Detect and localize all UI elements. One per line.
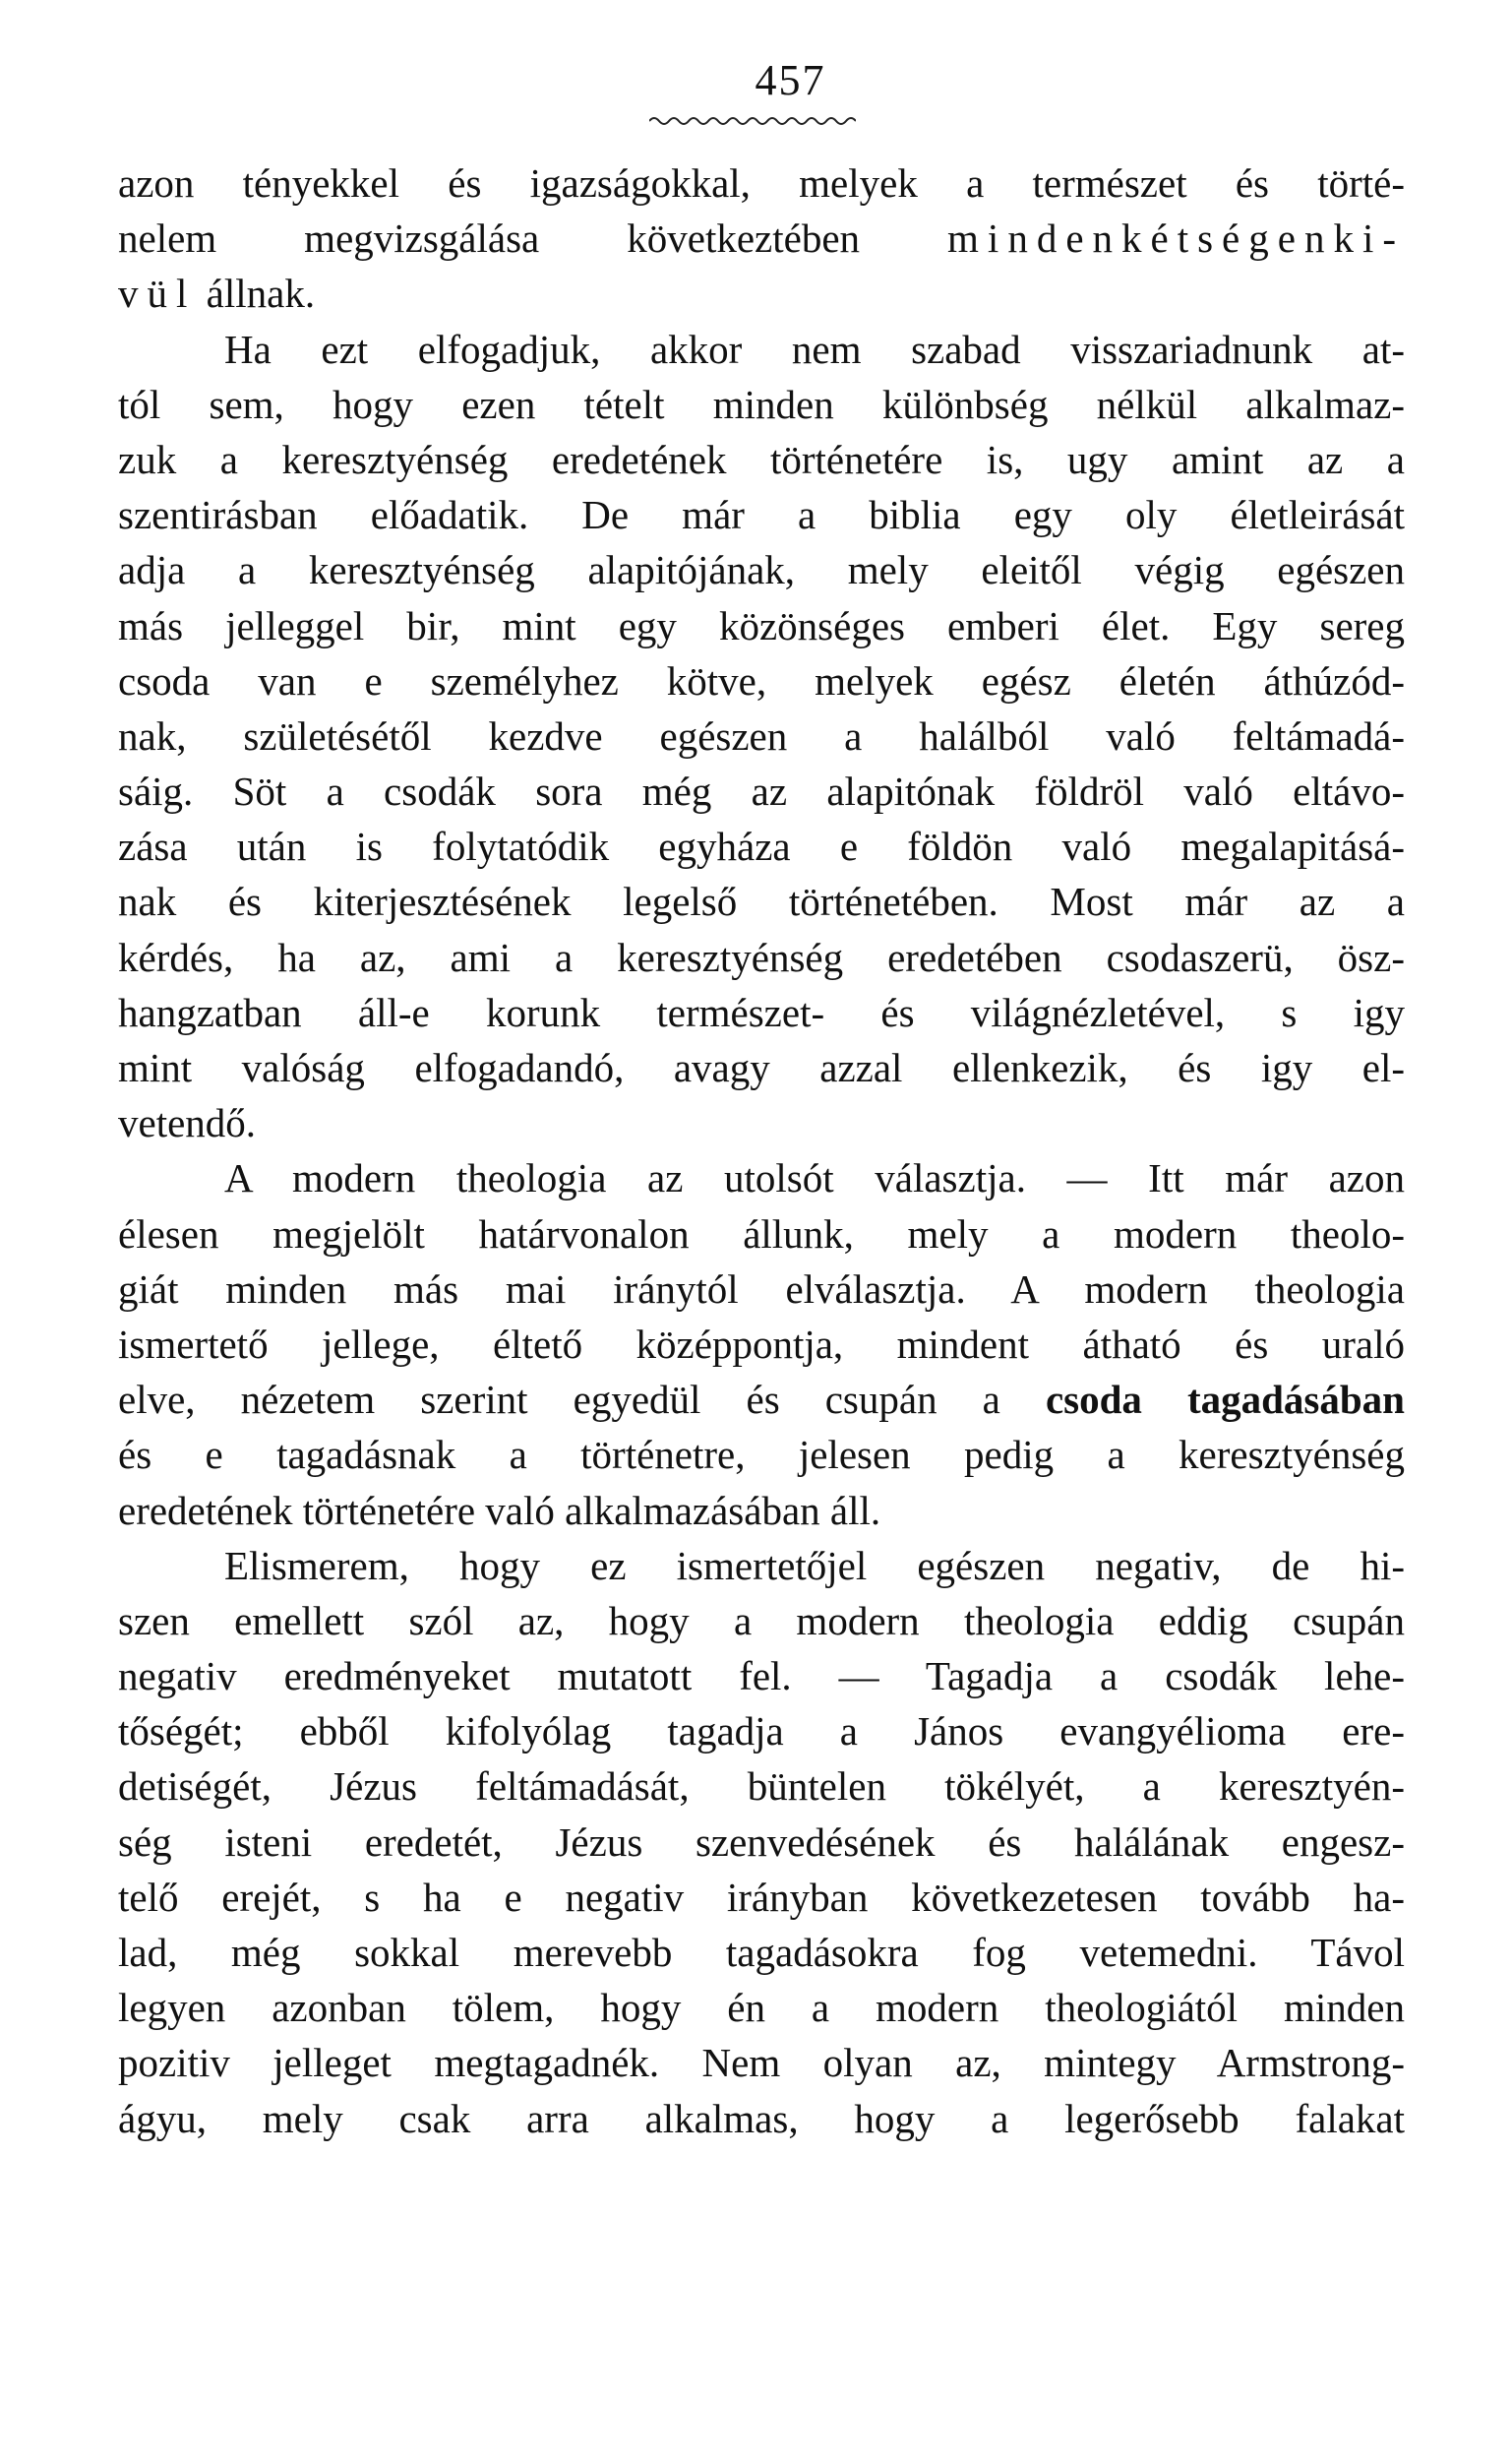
- text-segment: és e tagadásnak a történetre, jelesen pedig a keresztyénség: [118, 1432, 1405, 1478]
- text-line: [118, 985, 1405, 1040]
- text-line: [118, 1593, 1405, 1648]
- text-segment: A modern theologia az utolsót választja. — Itt már azon: [224, 1155, 1405, 1201]
- emphasis-bold: csoda tagadásában: [1045, 1377, 1405, 1423]
- text-line: [118, 1815, 1405, 1870]
- text-line: [118, 1427, 1405, 1482]
- text-line: [118, 1703, 1405, 1758]
- text-segment: legyen azonban tölem, hogy én a modern theologiától minden: [118, 1985, 1405, 2031]
- text-segment: tőségét; ebből kifolyólag tagadja a János evangyélioma ere-: [118, 1708, 1405, 1755]
- text-segment: giát minden más mai iránytól elválasztja. A modern theologia: [118, 1265, 1405, 1312]
- text-line: [118, 1317, 1405, 1372]
- text-line: [118, 377, 1405, 432]
- text-line: [118, 1648, 1405, 1703]
- text-line: [118, 211, 1405, 266]
- text-line: [118, 1980, 1405, 2035]
- text-segment: nak és kiterjesztésének legelső történetében. Most már az a: [118, 879, 1405, 925]
- text-segment: lad, még sokkal merevebb tagadásokra fog vetemedni. Távol: [118, 1930, 1405, 1975]
- text-segment: nak, születésétől kezdve egészen a halálból való feltámadá-: [118, 712, 1405, 759]
- text-segment: detiségét, Jézus feltámadását, büntelen tökélyét, a keresztyén-: [118, 1763, 1405, 1810]
- text-segment: zuk a keresztyénség eredetének történetére is, ugy amint az a: [118, 436, 1405, 482]
- text-segment: mint valóság elfogadandó, avagy azzal ellenkezik, és igy el-: [118, 1045, 1405, 1090]
- text-line: [118, 1372, 1405, 1427]
- text-segment: csoda van e személyhez kötve, melyek egész életén áthúzód-: [118, 657, 1405, 704]
- text-segment: eredetének történetére való alkalmazásában áll.: [118, 1487, 881, 1533]
- text-segment: vetendő.: [118, 1100, 257, 1146]
- text-line: [118, 432, 1405, 487]
- text-line: [118, 1538, 1405, 1593]
- text-line: [118, 1150, 1405, 1205]
- text-segment: kérdés, ha az, ami a keresztyénség eredetében csodaszerü, ösz-: [118, 934, 1405, 980]
- text-line: [118, 1870, 1405, 1925]
- text-segment: ség isteni eredetét, Jézus szenvedésének és halálának engesz-: [118, 1818, 1405, 1865]
- body-text: [118, 155, 1405, 2146]
- text-segment: zása után is folytatódik egyháza e földön való megalapitásá-: [118, 824, 1405, 870]
- text-line: [118, 819, 1405, 874]
- text-line: [118, 1095, 1405, 1150]
- text-line: [118, 764, 1405, 819]
- text-segment: szen emellett szól az, hogy a modern theologia eddig csupán: [118, 1597, 1405, 1643]
- text-line: [118, 874, 1405, 929]
- text-segment: pozitiv jelleget megtagadnék. Nem olyan az, mintegy Armstrong-: [118, 2040, 1405, 2086]
- text-line: [118, 1483, 1405, 1538]
- text-segment: nelem megvizsgálása következtében: [118, 216, 948, 262]
- text-line: [118, 653, 1405, 708]
- emphasis-spaced: vül: [118, 271, 197, 317]
- text-segment: negativ eredményeket mutatott fel. — Tagadja a csodák lehe-: [118, 1653, 1405, 1699]
- text-line: [118, 1206, 1405, 1262]
- text-segment: élesen megjelölt határvonalon állunk, mely a modern theolo-: [118, 1210, 1405, 1257]
- text-line: [118, 708, 1405, 764]
- text-line: [118, 542, 1405, 597]
- text-line: [118, 1262, 1405, 1317]
- text-segment: adja a keresztyénség alapitójának, mely eleitől végig egészen: [118, 547, 1405, 593]
- text-segment: elve, nézetem szerint egyedül és csupán a: [118, 1377, 1046, 1423]
- text-line: [118, 1040, 1405, 1095]
- text-segment: más jelleggel bir, mint egy közönséges emberi élet. Egy sereg: [118, 602, 1405, 648]
- text-segment: szentirásban előadatik. De már a biblia egy oly életleirását: [118, 492, 1405, 538]
- text-line: [118, 2091, 1405, 2146]
- text-line: [118, 1758, 1405, 1814]
- text-segment: telő erejét, s ha e negativ irányban következetesen tovább ha-: [118, 1874, 1405, 1920]
- text-segment: ismertető jellege, éltető középpontja, mindent átható és uraló: [118, 1321, 1405, 1367]
- text-line: [118, 266, 1405, 321]
- wavy-rule-ornament: [649, 114, 856, 128]
- text-segment: hangzatban áll-e korunk természet- és világnézletével, s igy: [118, 989, 1405, 1035]
- page-number-text: 457: [755, 56, 826, 104]
- text-line: [118, 155, 1405, 211]
- text-segment: sáig. Söt a csodák sora még az alapitónak földröl való eltávo-: [118, 769, 1405, 815]
- emphasis-spaced: mindenkétségenki-: [947, 216, 1405, 262]
- text-segment: ágyu, mely csak arra alkalmas, hogy a legerősebb falakat: [118, 2095, 1405, 2141]
- text-segment: állnak.: [196, 271, 316, 317]
- text-line: [118, 598, 1405, 653]
- text-segment: Ha ezt elfogadjuk, akkor nem szabad visszariadnunk at-: [224, 326, 1405, 372]
- text-segment: Elismerem, hogy ez ismertetőjel egészen negativ, de hi-: [224, 1542, 1405, 1588]
- page-number: [0, 51, 1512, 110]
- text-segment: azon tényekkel és igazságokkal, melyek a természet és törté-: [118, 160, 1405, 206]
- text-segment: tól sem, hogy ezen tételt minden különbség nélkül alkalmaz-: [118, 381, 1405, 427]
- text-line: [118, 2035, 1405, 2090]
- text-line: [118, 322, 1405, 377]
- text-line: [118, 487, 1405, 542]
- text-line: [118, 930, 1405, 985]
- text-line: [118, 1925, 1405, 1980]
